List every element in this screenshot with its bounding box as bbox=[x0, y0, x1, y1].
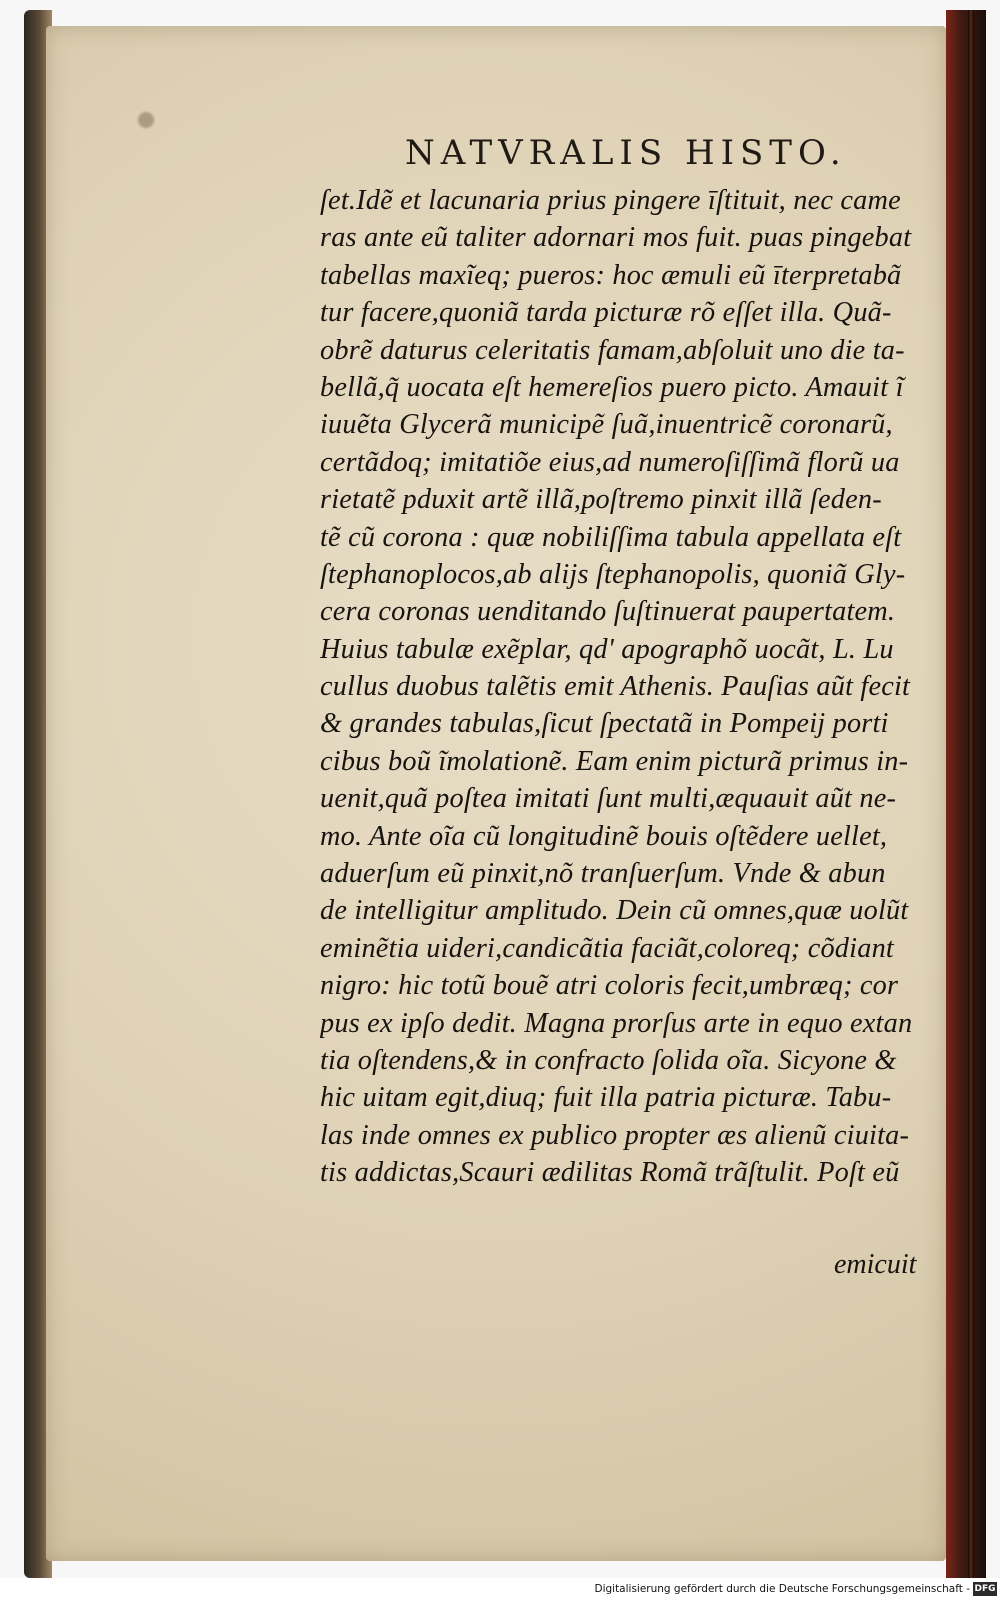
text-line: cera coronas uenditando ſuſtinuerat paupertatem. bbox=[320, 596, 896, 628]
catchword: emicuit bbox=[834, 1249, 917, 1280]
text-line: mo. Ante oĩa cũ longitudinẽ bouis oſtẽdere uellet, bbox=[320, 820, 888, 852]
text-line: bellã,q̃ uocata eſt hemereſios puero picto. Amauit ĩ bbox=[320, 371, 904, 403]
text-line: hic uitam egit,diuq; fuit illa patria picturæ. Tabu- bbox=[320, 1082, 892, 1114]
text-line: iuuẽta Glycerã municipẽ ſuã,inuentricẽ coronarũ, bbox=[320, 409, 893, 441]
text-line: tabellas maxĩeq; pueros: hoc æmuli eũ īterpretabã bbox=[320, 259, 902, 291]
text-line: ras ante eũ taliter adornari mos fuit. puas pingebat bbox=[320, 222, 912, 254]
footer-credit-text: Digitalisierung gefördert durch die Deutsche Forschungsgemeinschaft - bbox=[594, 1583, 970, 1595]
text-line: de intelligitur amplitudo. Dein cũ omnes,quæ uolũt bbox=[320, 895, 909, 927]
text-line: cullus duobus talẽtis emit Athenis. Pauſias aũt fecit bbox=[320, 671, 911, 703]
dfg-logo-icon: DFG bbox=[974, 1584, 996, 1594]
running-head: NATVRALIS HISTO. bbox=[405, 133, 847, 173]
text-line: tur facere,quoniã tarda picturæ rõ eſſet illa. Quã- bbox=[320, 297, 892, 329]
text-line: Huius tabulæ exẽplar, qd' apographõ uocãt, L. Lu bbox=[320, 633, 894, 665]
text-line: pus ex ipſo dedit. Magna prorſus arte in equo extan bbox=[320, 1007, 913, 1039]
text-line: aduerſum eũ pinxit,nõ tranſuerſum. Vnde & abun bbox=[320, 858, 886, 890]
text-line: tia oſtendens,& in confracto ſolida oĩa. Sicyone & bbox=[320, 1044, 897, 1076]
text-line: ſtephanoplocos,ab alijs ſtephanopolis, quoniã Gly- bbox=[320, 558, 906, 590]
body-text bbox=[320, 182, 940, 1192]
text-line: eminẽtia uideri,candicãtia faciãt,coloreq; cõdiant bbox=[320, 932, 894, 964]
text-line: las inde omnes ex publico propter æs alienũ ciuita- bbox=[320, 1119, 910, 1151]
text-line: obrẽ daturus celeritatis famam,abſoluit uno die ta- bbox=[320, 334, 905, 366]
text-line: tẽ cũ corona : quæ nobiliſſima tabula appellata eſt bbox=[320, 521, 902, 553]
text-line: & grandes tabulas,ſicut ſpectatã in Pompeij porti bbox=[320, 708, 889, 740]
book-spine-line bbox=[968, 10, 974, 1578]
text-line: rietatẽ pduxit artẽ illã,poſtremo pinxit illã ſeden- bbox=[320, 484, 882, 516]
page-stain bbox=[138, 112, 154, 128]
text-line: certãdoq; imitatiõe eius,ad numeroſiſſimã florũ ua bbox=[320, 446, 900, 478]
text-line: nigro: hic totũ bouẽ atri coloris fecit,umbræq; cor bbox=[320, 970, 899, 1002]
text-line: tis addictas,Scauri ædilitas Romã trãſtulit. Poſt eũ bbox=[320, 1157, 900, 1189]
digitization-footer bbox=[0, 1578, 1000, 1600]
text-line: uenit,quã poſtea imitati ſunt multi,æquauit aũt ne- bbox=[320, 783, 897, 815]
book-edge-right bbox=[946, 10, 986, 1578]
text-line: cibus boũ ĩmolationẽ. Eam enim picturã primus in- bbox=[320, 745, 909, 777]
text-line: ſet.Idẽ et lacunaria prius pingere īſtituit, nec came bbox=[320, 185, 901, 216]
